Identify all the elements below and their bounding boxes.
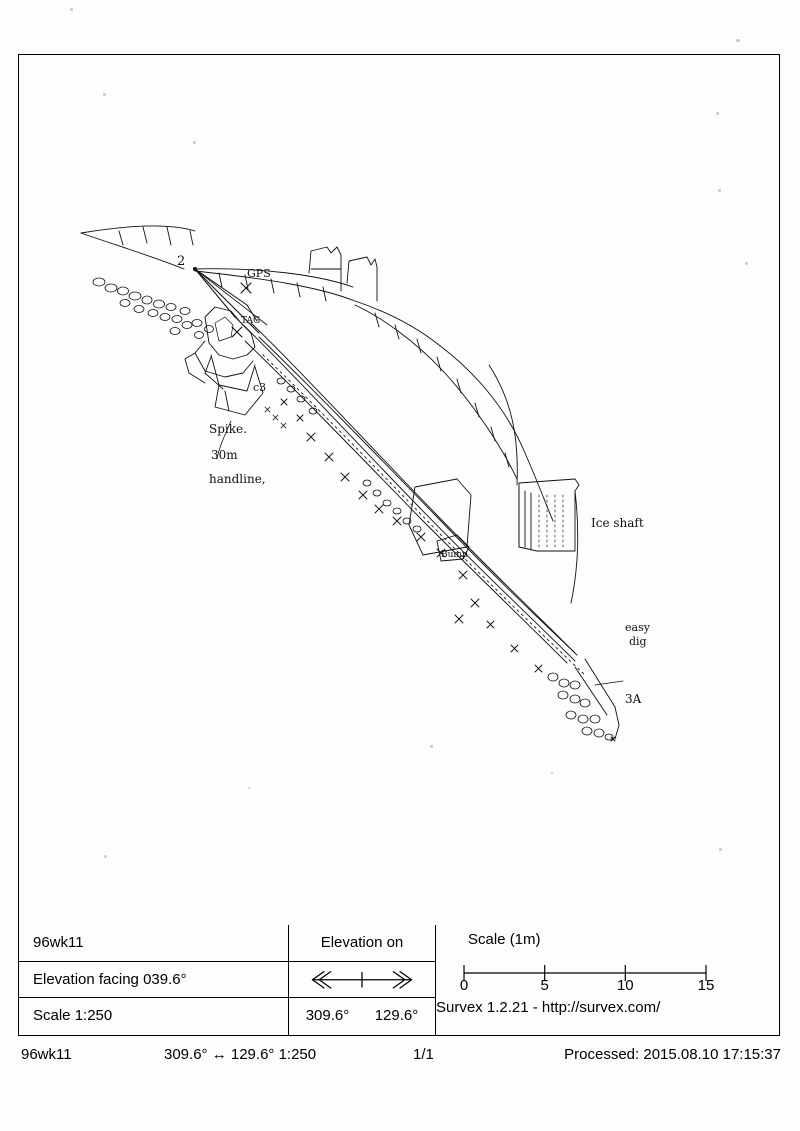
drawing-label: Spike. bbox=[209, 422, 247, 436]
elevation-facing: Elevation facing 039.6° bbox=[19, 962, 288, 999]
scan-speck bbox=[70, 8, 73, 11]
drawing-label: 30m bbox=[211, 448, 238, 462]
drawing-label: 2 bbox=[177, 254, 186, 269]
drawing-label: GPS bbox=[247, 267, 271, 280]
footer-bearings: 309.6° ↔ 129.6° 1:250 bbox=[164, 1046, 317, 1063]
footer-processed-timestamp: Processed: 2015.08.10 17:15:37 bbox=[564, 1046, 781, 1063]
drawing-label: c3 bbox=[253, 381, 267, 394]
footer-page-number: 1/1 bbox=[413, 1046, 434, 1063]
scale-bar-ticks bbox=[450, 977, 720, 999]
drawing-label: dig bbox=[629, 635, 647, 648]
bearing-right: 129.6° bbox=[374, 1007, 419, 1025]
scale-tick-1: 5 bbox=[540, 977, 549, 994]
drawing-label: TAG bbox=[241, 316, 261, 326]
elevation-on-label: Elevation on bbox=[289, 925, 435, 962]
drawing-label: handline, bbox=[209, 472, 266, 486]
drawing-label: easy bbox=[625, 621, 650, 634]
bearing-row bbox=[289, 998, 435, 1035]
scale-tick-0: 0 bbox=[459, 977, 469, 994]
title-block bbox=[19, 925, 779, 1035]
double-arrow-icon bbox=[289, 962, 435, 998]
title-block-right bbox=[436, 925, 779, 1035]
drawing-label: Ice shaft bbox=[591, 516, 644, 530]
scale-bar-title: Scale (1m) bbox=[468, 931, 541, 948]
cave-elevation-drawing bbox=[19, 55, 779, 915]
survey-title: 96wk11 bbox=[19, 925, 288, 962]
drawing-label: Bump bbox=[441, 550, 468, 560]
title-block-left bbox=[19, 925, 289, 1035]
drawing-label: 3A bbox=[625, 692, 642, 706]
scan-speck bbox=[736, 39, 740, 42]
scale-tick-2: 10 bbox=[616, 977, 634, 994]
footer-survey-name: 96wk11 bbox=[21, 1046, 72, 1063]
bearing-left: 309.6° bbox=[305, 1007, 350, 1025]
elevation-direction-indicator bbox=[289, 962, 435, 999]
title-block-middle bbox=[289, 925, 436, 1035]
scale-text: Scale 1:250 bbox=[33, 1007, 113, 1025]
scale-tick-3: 15 bbox=[697, 977, 715, 994]
survex-credit: Survex 1.2.21 - http://survex.com/ bbox=[436, 999, 661, 1016]
page-footer bbox=[19, 1046, 781, 1068]
